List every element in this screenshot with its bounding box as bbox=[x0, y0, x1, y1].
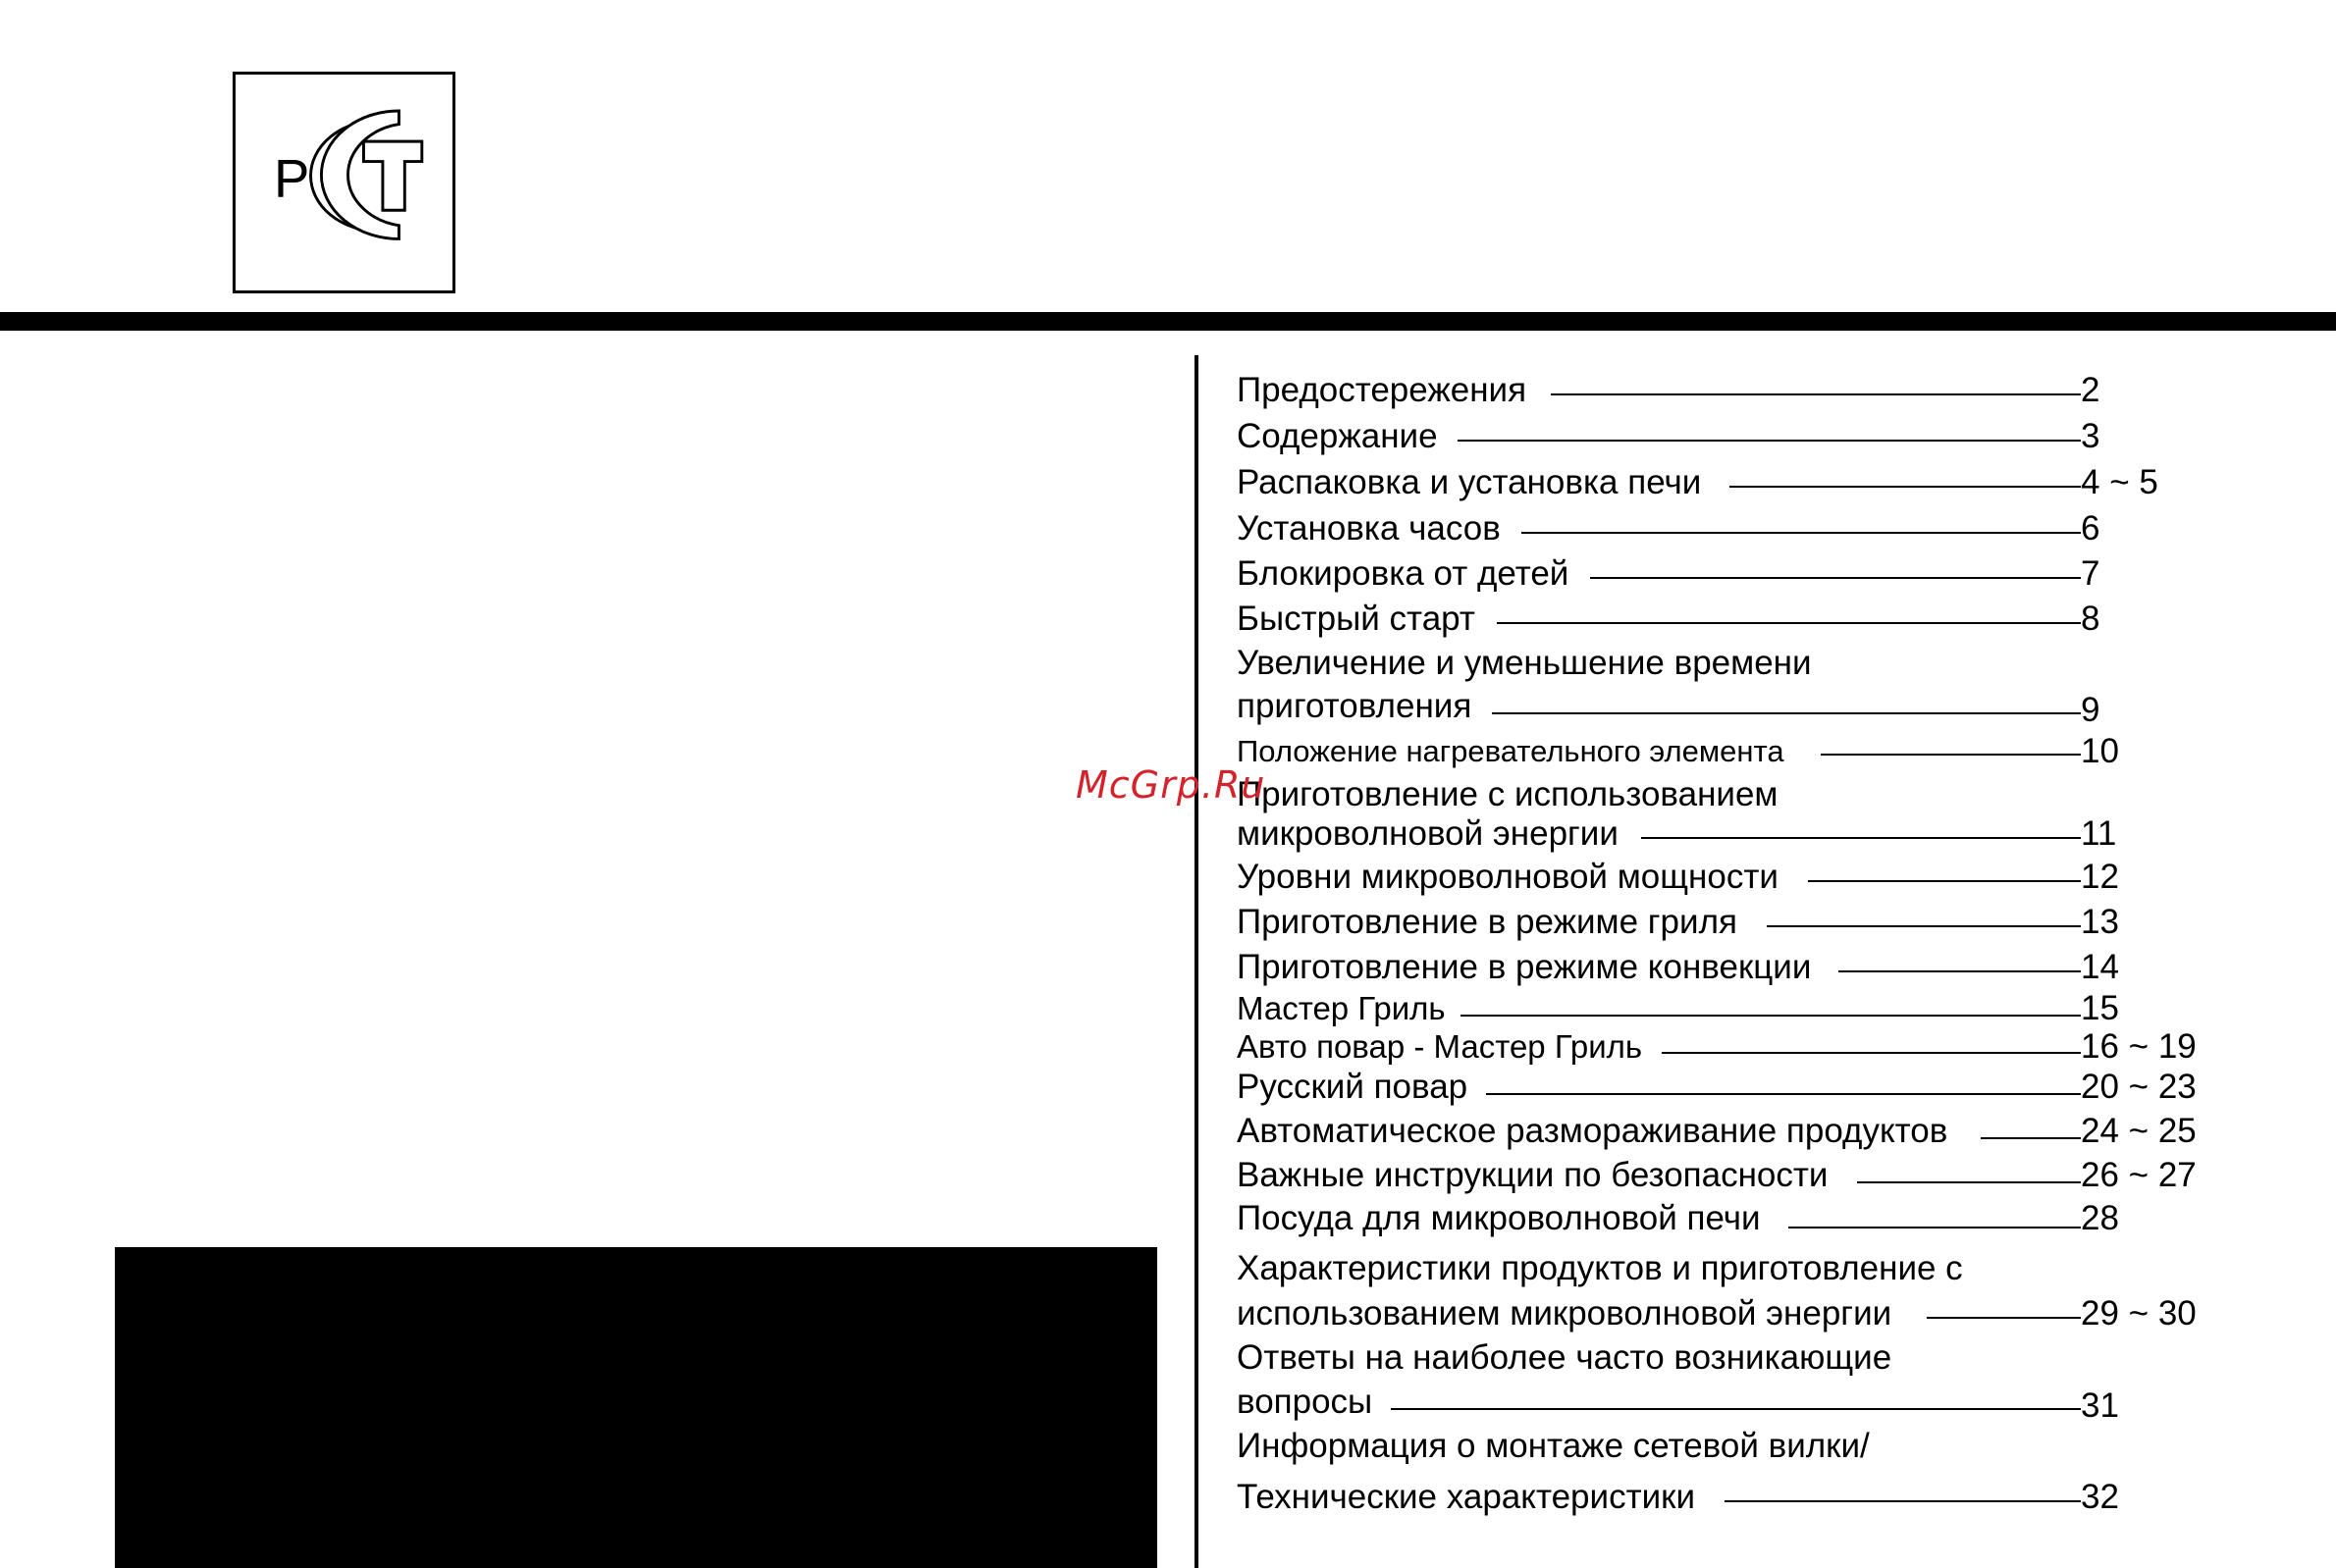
rst-certification-icon bbox=[236, 75, 452, 290]
toc-entry-food-characteristics[interactable] bbox=[1237, 1292, 2336, 1335]
toc-page: 29 ~ 30 bbox=[2081, 1294, 2197, 1333]
column-divider bbox=[1195, 355, 1198, 1568]
toc-title: Посуда для микроволновой печи bbox=[1237, 1199, 1761, 1237]
toc-entry-heating-element[interactable] bbox=[1237, 730, 2336, 773]
toc-title: Установка часов bbox=[1237, 509, 1501, 548]
toc-page: 28 bbox=[2081, 1199, 2119, 1237]
toc-entry-unpacking[interactable] bbox=[1237, 461, 2336, 504]
toc-title: Ответы на наиболее часто возникающие bbox=[1237, 1338, 1892, 1377]
toc-entry-cookware[interactable] bbox=[1237, 1197, 2336, 1240]
toc-entry-time-adjust[interactable] bbox=[1237, 685, 2336, 728]
toc-leader bbox=[1391, 1408, 2081, 1410]
toc-page: 12 bbox=[2081, 858, 2119, 896]
header-rule bbox=[0, 312, 2336, 331]
toc-page: 11 bbox=[2081, 814, 2117, 853]
toc-title: вопросы bbox=[1237, 1383, 1373, 1421]
toc-title: Русский повар bbox=[1237, 1068, 1468, 1106]
toc-title: Распаковка и установка печи bbox=[1237, 463, 1702, 501]
toc-entry-food-characteristics[interactable] bbox=[1237, 1247, 2336, 1290]
toc-title: Предостережения bbox=[1237, 371, 1527, 409]
toc-entry-time-adjust[interactable] bbox=[1237, 642, 2336, 685]
toc-entry-child-lock[interactable] bbox=[1237, 552, 2336, 596]
toc-entry-plug-specs[interactable] bbox=[1237, 1476, 2336, 1519]
toc-entry-microwave-cooking[interactable] bbox=[1237, 773, 2336, 816]
toc-title: Увеличение и уменьшение времени bbox=[1237, 644, 1812, 682]
toc-title: Характеристики продуктов и приготовление с bbox=[1237, 1249, 1963, 1287]
toc-title: Приготовление с использованием bbox=[1237, 775, 1779, 813]
toc-leader bbox=[1808, 880, 2081, 882]
toc-title: Информация о монтаже сетевой вилки/ bbox=[1237, 1427, 1870, 1465]
toc-title: приготовления bbox=[1237, 687, 1472, 725]
toc-leader bbox=[1838, 970, 2081, 972]
toc-page: 14 bbox=[2081, 948, 2119, 986]
toc-page: 10 bbox=[2081, 732, 2119, 770]
toc-entry-quick-start[interactable] bbox=[1237, 598, 2336, 641]
toc-entry-faq[interactable] bbox=[1237, 1336, 2336, 1380]
toc-title: Приготовление в режиме гриля bbox=[1237, 903, 1737, 941]
toc-leader bbox=[1767, 925, 2081, 927]
toc-page: 13 bbox=[2081, 903, 2119, 941]
toc-title: Технические характеристики bbox=[1237, 1478, 1696, 1516]
svg-text:Р: Р bbox=[273, 148, 310, 209]
toc-title: Приготовление в режиме конвекции bbox=[1237, 948, 1812, 986]
toc-entry-master-grill[interactable] bbox=[1237, 987, 2336, 1030]
toc-title: Важные инструкции по безопасности bbox=[1237, 1156, 1829, 1194]
toc-entry-auto-defrost[interactable] bbox=[1237, 1110, 2336, 1153]
toc-leader bbox=[1486, 1093, 2081, 1095]
toc-title: микроволновой энергии bbox=[1237, 814, 1619, 853]
toc-entry-grill[interactable] bbox=[1237, 901, 2336, 944]
toc-entry-auto-cook-master-grill[interactable] bbox=[1237, 1025, 2336, 1069]
toc-leader bbox=[1497, 622, 2081, 624]
toc-leader bbox=[1821, 754, 2081, 756]
toc-leader bbox=[1460, 1015, 2081, 1017]
toc-title: Уровни микроволновой мощности bbox=[1237, 858, 1779, 896]
toc-leader bbox=[1927, 1317, 2081, 1319]
toc-title: Блокировка от детей bbox=[1237, 554, 1569, 593]
toc-page: 6 bbox=[2081, 509, 2100, 548]
toc-entry-clock[interactable] bbox=[1237, 507, 2336, 550]
toc-title: Быстрый старт bbox=[1237, 600, 1475, 638]
toc-leader bbox=[1857, 1181, 2081, 1183]
toc-page: 7 bbox=[2081, 554, 2100, 593]
toc-page: 20 ~ 23 bbox=[2081, 1068, 2197, 1106]
toc-page: 4 ~ 5 bbox=[2081, 463, 2158, 501]
toc-entry-safety[interactable] bbox=[1237, 1154, 2336, 1197]
toc-leader bbox=[1521, 532, 2081, 534]
toc-title: Содержание bbox=[1237, 417, 1438, 455]
toc-leader bbox=[1641, 837, 2081, 839]
toc-page: 15 bbox=[2081, 989, 2119, 1027]
toc-page: 32 bbox=[2081, 1478, 2119, 1516]
toc-entry-precautions[interactable] bbox=[1237, 369, 2336, 412]
black-panel bbox=[115, 1247, 1157, 1568]
toc-entry-convection[interactable] bbox=[1237, 946, 2336, 989]
toc-leader bbox=[1551, 393, 2081, 395]
toc-leader bbox=[1662, 1052, 2081, 1054]
gost-r-logo bbox=[233, 72, 455, 293]
toc-title: использованием микроволновой энергии bbox=[1237, 1294, 1892, 1333]
toc-page: 9 bbox=[2081, 691, 2100, 729]
watermark: McGrp.Ru bbox=[1076, 763, 1266, 807]
toc-entry-faq[interactable] bbox=[1237, 1381, 2336, 1424]
toc-entry-plug-specs[interactable] bbox=[1237, 1425, 2336, 1468]
toc-leader bbox=[1492, 712, 2081, 714]
toc-entry-microwave-cooking[interactable] bbox=[1237, 812, 2336, 856]
toc-page: 3 bbox=[2081, 417, 2100, 455]
toc-title: Положение нагревательного элемента bbox=[1237, 734, 1784, 768]
toc-page: 16 ~ 19 bbox=[2081, 1027, 2197, 1066]
toc-page: 31 bbox=[2081, 1386, 2119, 1425]
toc-entry-russian-cook[interactable] bbox=[1237, 1066, 2336, 1109]
toc-title: Авто повар - Мастер Гриль bbox=[1237, 1028, 1643, 1065]
toc-leader bbox=[1788, 1227, 2081, 1228]
toc-title: Автоматическое размораживание продуктов bbox=[1237, 1112, 1948, 1150]
toc-leader bbox=[1981, 1137, 2081, 1139]
toc-entry-contents[interactable] bbox=[1237, 415, 2336, 458]
toc-page: 2 bbox=[2081, 371, 2100, 409]
toc-leader bbox=[1458, 440, 2081, 442]
toc-leader bbox=[1725, 1500, 2081, 1502]
toc-leader bbox=[1590, 577, 2081, 579]
toc-entry-power-levels[interactable] bbox=[1237, 856, 2336, 899]
toc-title: Мастер Гриль bbox=[1237, 990, 1446, 1026]
toc-page: 26 ~ 27 bbox=[2081, 1156, 2197, 1194]
toc-page: 24 ~ 25 bbox=[2081, 1112, 2197, 1150]
toc-page: 8 bbox=[2081, 600, 2100, 638]
toc-leader bbox=[1729, 486, 2081, 488]
